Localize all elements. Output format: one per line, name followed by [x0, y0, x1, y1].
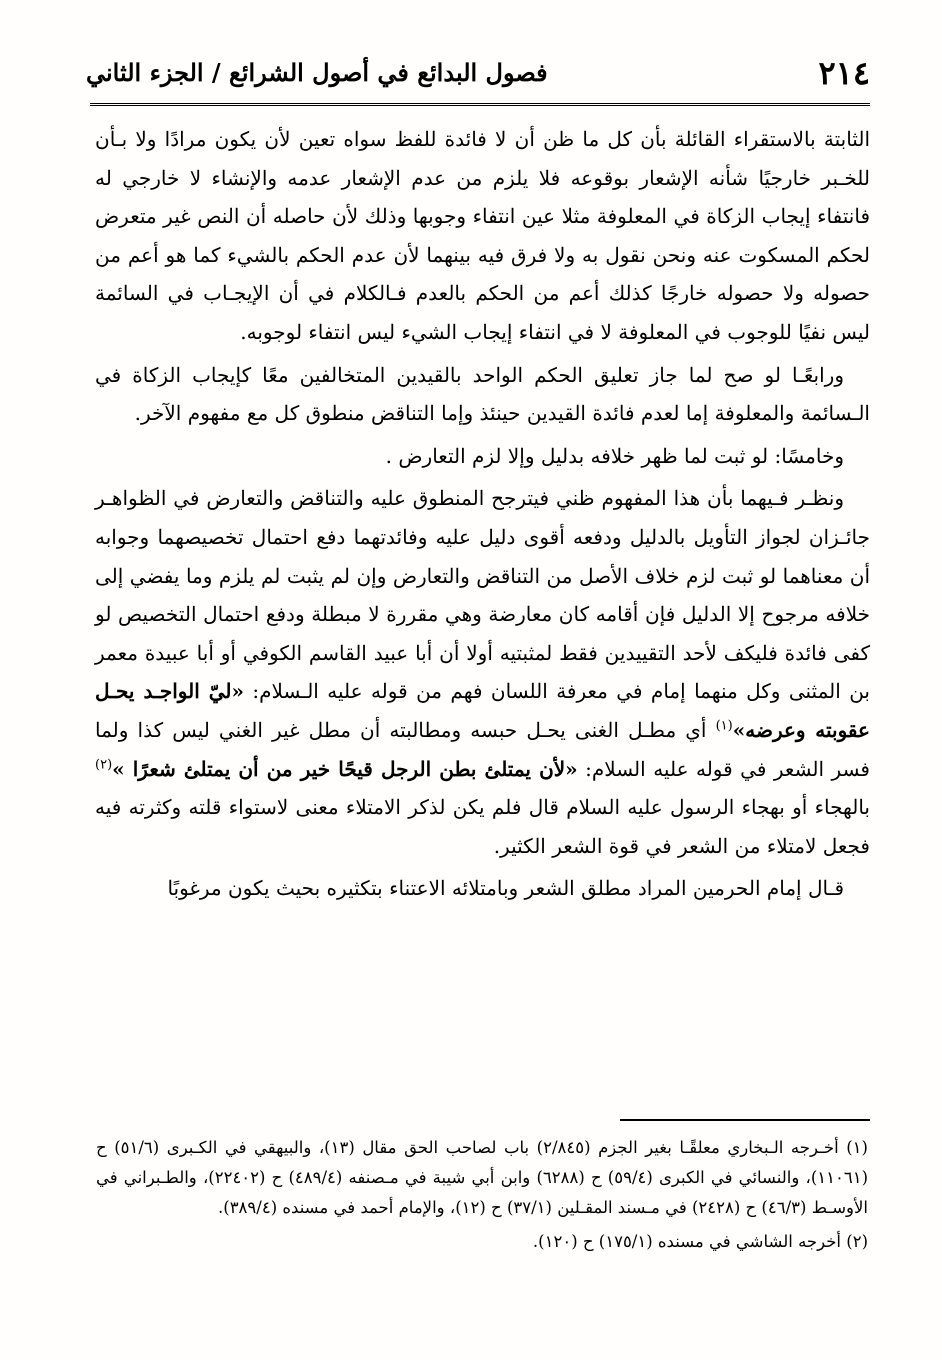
- header-divider: [90, 103, 870, 106]
- paragraph: [95, 479, 870, 865]
- paragraph: وخامسًا: لو ثبت لما ظهر خلافه بدليل وإلا لزم التعارض .: [385, 443, 844, 468]
- page-number: ٢١٤: [818, 54, 870, 92]
- book-title: فصول البدائع في أصول الشرائع / الجزء الثاني: [86, 58, 548, 87]
- main-text: [95, 120, 870, 912]
- footnotes: [96, 1133, 868, 1261]
- footnote-divider: [620, 1119, 870, 1121]
- page-header: [86, 44, 870, 100]
- footnote-reference: (١): [715, 718, 733, 734]
- hadith-quote: «ليّ الواجـد يحـل عقوبته وعرضه»: [95, 679, 870, 742]
- hadith-quote: «لأن يمتلئ بطن الرجل قيحًا خير من أن يمتلئ شعرًا »: [112, 756, 578, 781]
- paragraph-text: بالهجاء أو بهجاء الرسول عليه السلام قال فلم يكن لذكر الامتلاء معنى لاستواء قلته وكثرته فيه فجعل لامتلاء من الشعر في قوة الشعر الكثير.: [95, 795, 870, 858]
- paragraph: الثابتة بالاستقراء القائلة بأن كل ما ظن أن لا فائدة للفظ سواه تعين لأن يكون مرادًا ولا بـأن للخـبر خارجيًا شأنه الإشعار بوقوعه فلا يلزم من عدم الإشعار عدمه والإنشاء لا خارجي له فانتفاء إيجاب الزكاة في المعلوفة مثلا عين انتفاء وجوبها وذلك لأن حاصله أن النص غير متعرض لحكم المسكوت عنه ونحن نقول به ولا فرق فيه بينهما لأن عدم الحكم بالشيء كما هو أعم من حصوله ولا حصوله خارجًا كذلك أعم من الحكم بالعدم فـالكلام في أن الإيجـاب في السائمة ليس نفيًا للوجوب في المعلوفة لا في انتفاء إيجاب الشيء ليس انتفاء لوجوبه.: [95, 127, 870, 344]
- paragraph-text: أي مطـل الغنى يحـل حبسه ومطالبته أن مطل غير الغني ليس كذا ولما فسر الشعر في قوله عليه السلام:: [95, 717, 870, 781]
- paragraph: قـال إمام الحرمين المراد مطلق الشعر وبامتلائه الاعتناء بتكثيره بحيث يكون مرغوبًا: [167, 876, 844, 901]
- footnote-reference: (٢): [95, 756, 113, 772]
- paragraph-text: ونظـر فـيهما بأن هذا المفهوم ظني فيترجح المنطوق عليه والتناقض والتعارض في الظواهـر جائـزان لجواز التأويل بالدليل ودفعه أقوى دليل عليه وفائدتهما دفع احتمال تخصيصهما وجوابه أن معناهما لو ثبت لزم خلاف الأصل من التناقض والتعارض وإن لم يثبت لم يلزم وما يفضي إلى خلافه مرجوح إلا الدليل فإن أقامه كان معارضة وهي مقررة لا مبطلة ودفع احتمال التخصيص لو كفى فائدة فليكف لأحد التقييدين فقط لمثبتيه أولا أن أبا عبيد القاسم الكوفي أو أبا عبيدة معمر بن المثنى وكل منهما إمام في معرفة اللسان فهم من قوله عليه الـسلام:: [95, 486, 870, 704]
- paragraph: ورابعًـا لو صح لما جاز تعليق الحكم الواحد بالقيدين المتخالفين معًا كإيجاب الزكاة في الـسائمة والمعلوفة إما لعدم فائدة القيدين حينئذ وإما التناقض منطوق كل مع مفهوم الآخر.: [95, 362, 870, 426]
- footnote: (١) أخـرجه الـبخاري معلقًـا بغير الجزم (٢/٨٤٥) باب لصاحب الحق مقال (١٣)، والبيهقي في الكـبرى (٥١/٦) ح (١١٠٦١)، والنسائي في الكبرى (٥٩/٤) ح (٦٢٨٨) وابن أبي شيبة في مـصنفه (٤٨٩/٤) ح (٢٢٤٠٢)، والطـبراني في الأوسـط (٤٦/٣) ح (٢٤٢٨) في مـسند المقـلين (٣٧/١) ح (١٢)، والإمام أحمد في مسنده (٣٨٩/٤).: [96, 1138, 869, 1217]
- footnote: (٢) أخرجه الشاشي في مسنده (١٧٥/١) ح (١٢٠).: [532, 1232, 868, 1251]
